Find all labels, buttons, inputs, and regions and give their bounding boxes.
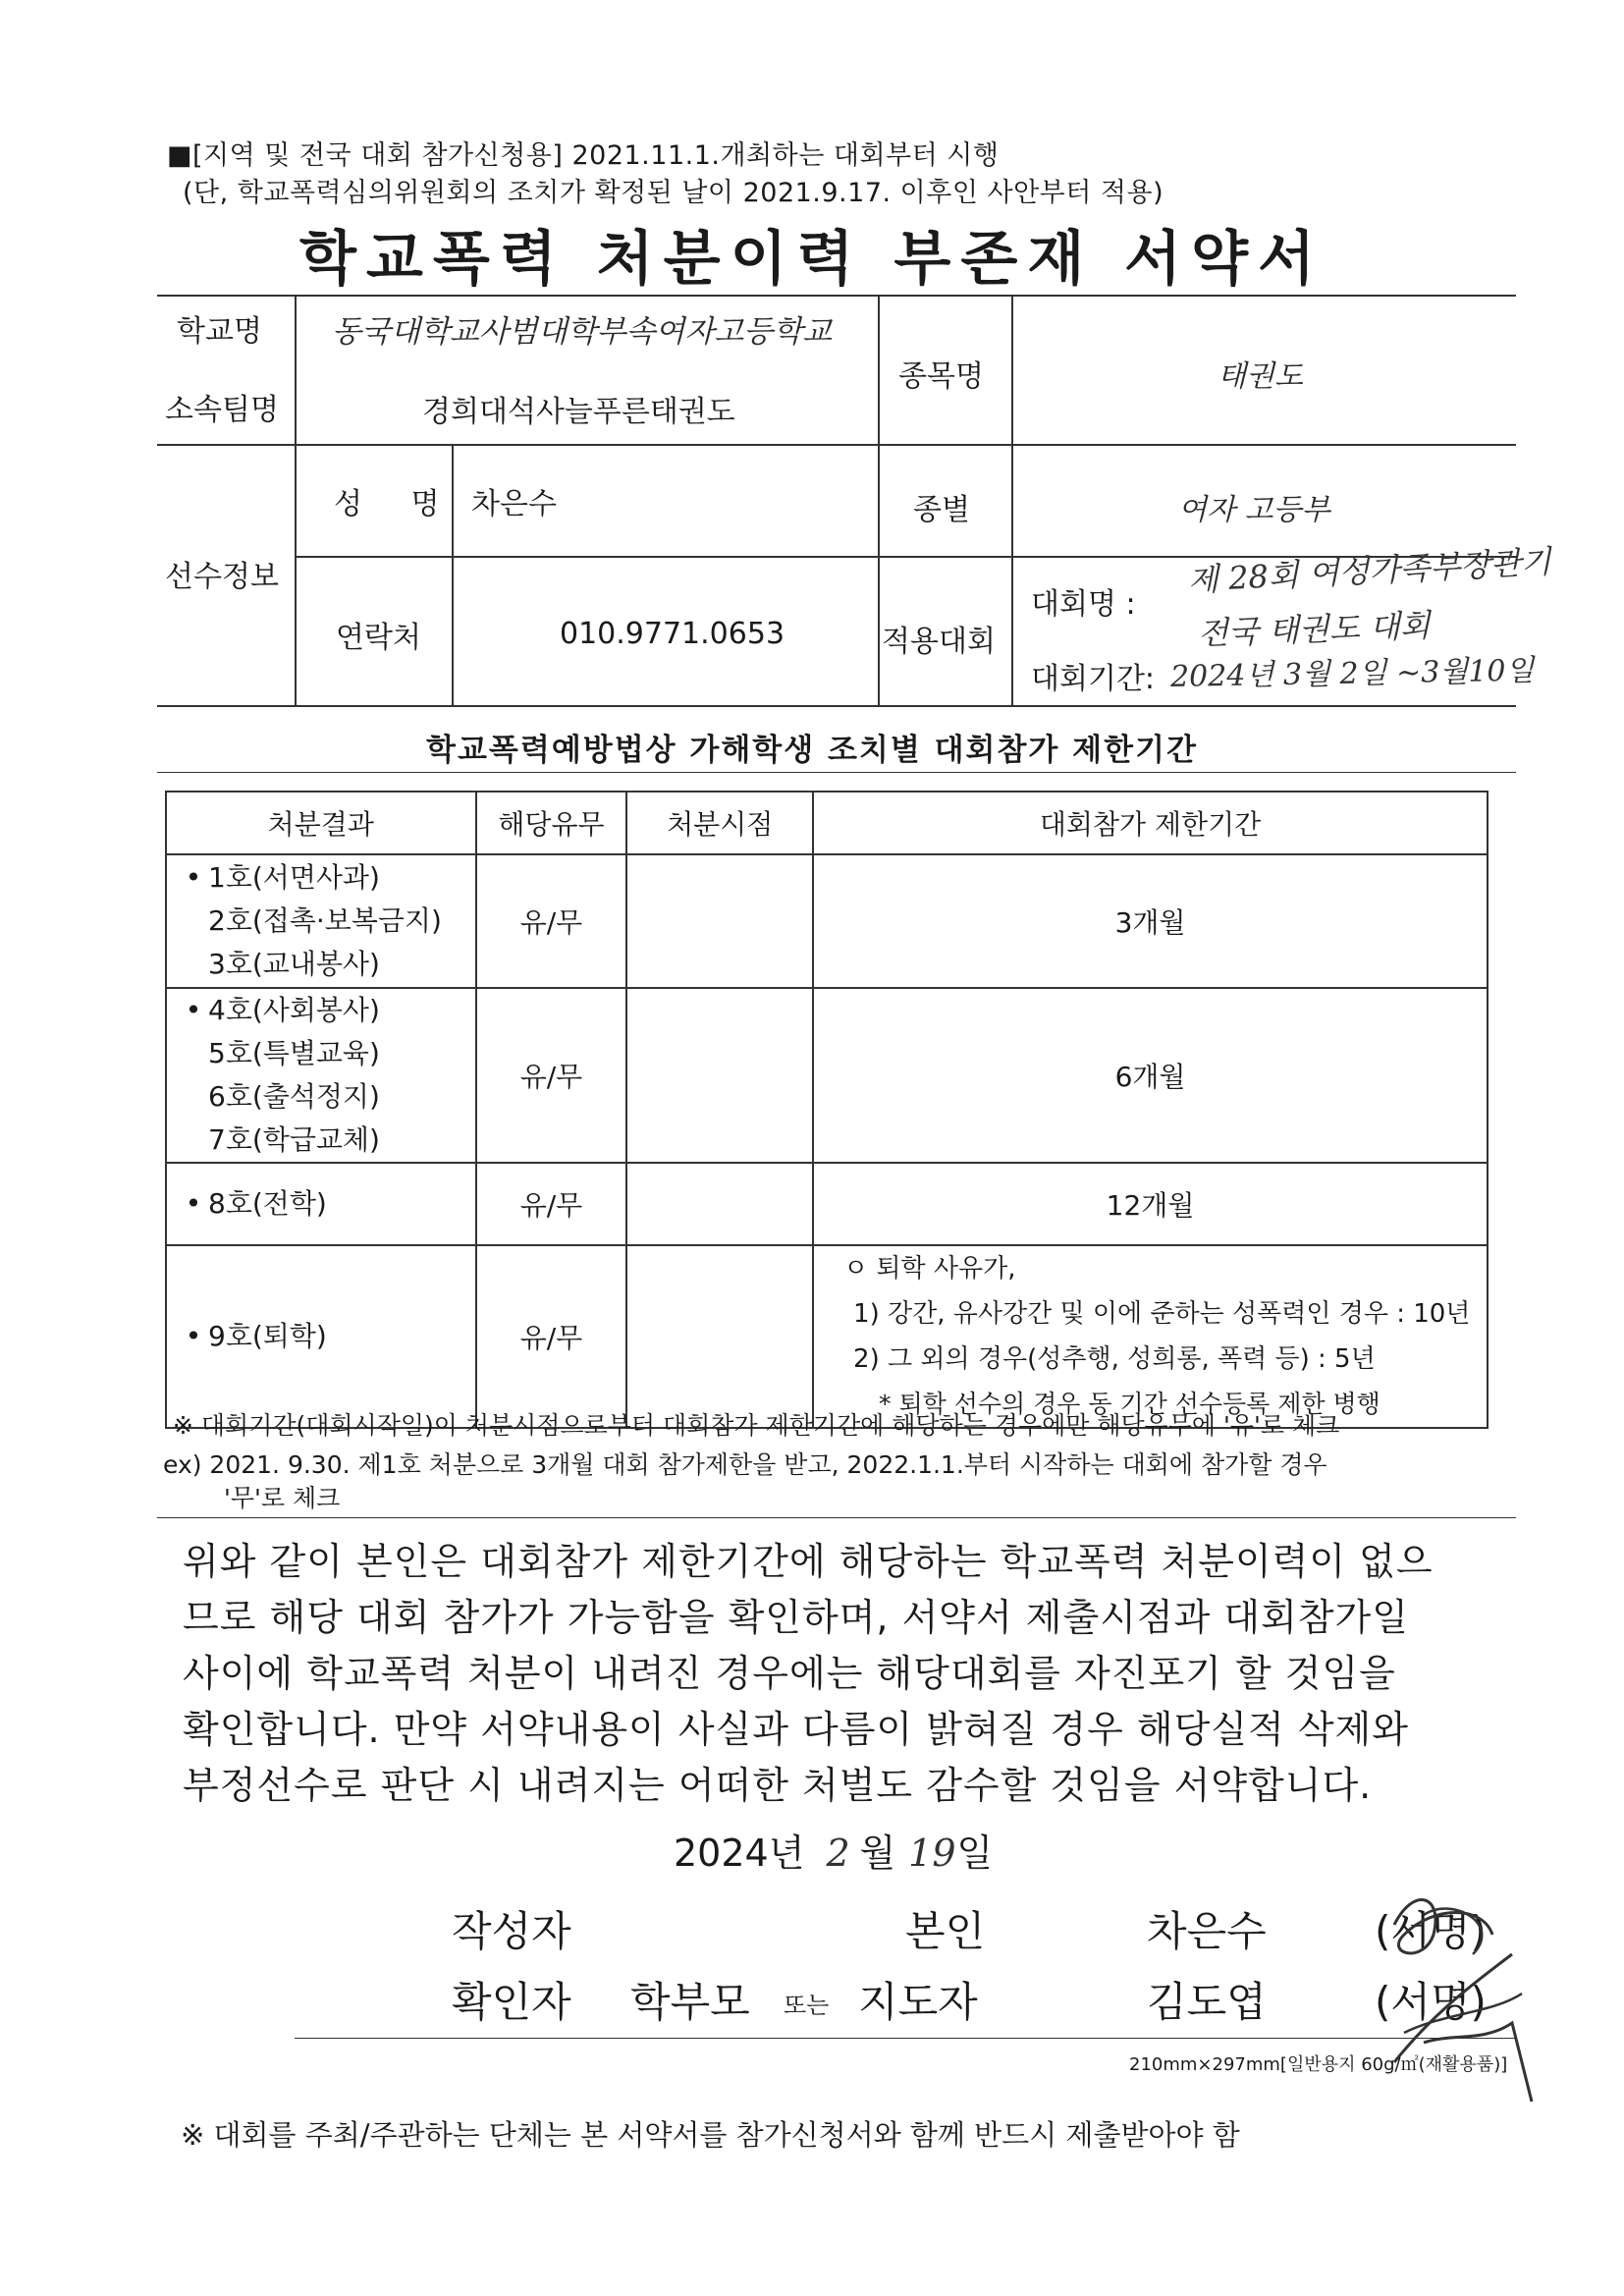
division-value: 여자 고등부 bbox=[1178, 493, 1330, 527]
time-cell bbox=[626, 988, 813, 1163]
list-item: 3호(교내봉사) bbox=[208, 948, 380, 980]
note-line1: ※ 대회기간(대회시작일)이 처분시점으로부터 대회참가 제한기간에 해당하는 경우에만 해당유무에 '유'로 체크 bbox=[173, 1411, 1340, 1440]
table-row: • 9호(퇴학) 유/무 ㅇ 퇴학 사유가, 1) 강간, 유사강간 및 이에 준하는 성폭력인 경우 : 10년 2) 그 외의 경우(성추행, 성희롱, 폭력 등) : 5년 * 퇴학 선수의 경우 동 기간 선수등록 제한 병행 bbox=[166, 1245, 1488, 1428]
comp-period-label: 대회기간: bbox=[1031, 662, 1156, 696]
check-cell: 유/무 bbox=[476, 1163, 627, 1245]
list-item: 5호(특별교육) bbox=[208, 1037, 380, 1069]
date-day-suffix: 일 bbox=[956, 1831, 994, 1875]
header-note-line1: ■[지역 및 전국 대회 참가신청용] 2021.11.1.개최하는 대회부터 시행 bbox=[167, 140, 1000, 171]
name-value: 차은수 bbox=[471, 487, 557, 521]
period-cell: 3개월 bbox=[813, 854, 1488, 988]
school-label: 학교명 bbox=[177, 314, 262, 349]
note-line2: ex) 2021. 9.30. 제1호 처분으로 3개월 대회 참가제한을 받고, 2022.1.1.부터 시작하는 대회에 참가할 경우 bbox=[163, 1450, 1327, 1479]
name-label: 성 명 bbox=[334, 487, 460, 521]
pledge-line: 확인합니다. 만약 서약내용이 사실과 다름이 밝혀질 경우 해당실적 삭제와 bbox=[183, 1708, 1409, 1751]
confirm-label: 확인자 bbox=[452, 1978, 571, 2026]
penalty-table-header-row bbox=[166, 792, 1488, 854]
paper-spec: 210mm×297mm[일반용지 60g/㎡(재활용품)] bbox=[1129, 2054, 1508, 2075]
pledge-date bbox=[674, 1823, 993, 1877]
pledge-line: 위와 같이 본인은 대회참가 제한기간에 해당하는 학교폭력 처분이력이 없으 bbox=[183, 1540, 1434, 1583]
note-line3: '무'로 체크 bbox=[224, 1484, 341, 1512]
time-cell bbox=[626, 854, 813, 988]
check-cell: 유/무 bbox=[476, 988, 627, 1163]
time-cell bbox=[626, 1163, 813, 1245]
player-info-label: 선수정보 bbox=[165, 560, 279, 594]
competition-label: 적용대회 bbox=[882, 625, 996, 659]
pledge-line: 므로 해당 대회 참가가 가능함을 확인하며, 서약서 제출시점과 대회참가일 bbox=[183, 1596, 1409, 1639]
expulsion-desc-line: 1) 강간, 유사강간 및 이에 준하는 성폭력인 경우 : 10년 bbox=[853, 1299, 1471, 1329]
pledge-paragraph bbox=[183, 1534, 1489, 1814]
expulsion-desc-line: 2) 그 외의 경우(성추행, 성희롱, 폭력 등) : 5년 bbox=[853, 1344, 1376, 1374]
header-time: 처분시점 bbox=[626, 792, 813, 854]
date-month-suffix: 월 bbox=[859, 1831, 896, 1875]
date-day: 19 bbox=[908, 1831, 956, 1875]
document-title: 학교폭력 처분이력 부존재 서약서 bbox=[298, 225, 1326, 294]
check-cell: 유/무 bbox=[476, 854, 627, 988]
comp-name-value-1: 제 28회 여성가족부장관기 bbox=[1187, 542, 1552, 599]
comp-name-label: 대회명 : bbox=[1031, 587, 1136, 622]
contact-label: 연락처 bbox=[336, 621, 421, 655]
table-row: • 4호(사회봉사) 5호(특별교육) 6호(출석정지) 7호(학급교체) 유/무 6개월 bbox=[166, 988, 1488, 1163]
school-value: 동국대학교사범대학부속여자고등학교 bbox=[332, 314, 833, 350]
sport-value: 태권도 bbox=[1218, 359, 1303, 394]
pledge-line: 부정선수로 판단 시 내려지는 어떠한 처벌도 감수할 것임을 서약합니다. bbox=[183, 1764, 1373, 1807]
period-cell: 12개월 bbox=[813, 1163, 1488, 1245]
date-year: 2024 bbox=[674, 1831, 769, 1875]
list-item: 1호(서면사과) bbox=[208, 861, 380, 894]
confirm-role-parent: 학부모 bbox=[630, 1978, 750, 2026]
confirm-or: 또는 bbox=[784, 1992, 830, 2019]
writer-name: 차은수 bbox=[1147, 1907, 1267, 1955]
penalty-table bbox=[165, 791, 1489, 1429]
division-label: 종별 bbox=[913, 493, 970, 527]
writer-role: 본인 bbox=[905, 1907, 986, 1955]
comp-period-value: 2024년 3월 2일 ~3월10일 bbox=[1169, 653, 1535, 694]
table-row: • 8호(전학) 유/무 12개월 bbox=[166, 1163, 1488, 1245]
header-result: 처분결과 bbox=[166, 792, 476, 854]
table-row: • 1호(서면사과) 2호(접촉·보복금지) 3호(교내봉사) 유/무 3개월 bbox=[166, 854, 1488, 988]
confirm-role-coach: 지도자 bbox=[858, 1978, 978, 2026]
confirm-sign-mark: (서명) bbox=[1375, 1978, 1487, 2026]
header-restriction: 대회참가 제한기간 bbox=[813, 792, 1488, 854]
date-month: 2 bbox=[826, 1831, 850, 1875]
team-value: 경희대석사늘푸른태권도 bbox=[422, 395, 735, 429]
writer-sign-mark: (서명) bbox=[1375, 1907, 1487, 1955]
list-item: 4호(사회봉사) bbox=[208, 994, 380, 1026]
header-applicable: 해당유무 bbox=[476, 792, 627, 854]
time-cell bbox=[626, 1245, 813, 1428]
list-item: 2호(접촉·보복금지) bbox=[208, 904, 442, 937]
period-cell: 6개월 bbox=[813, 988, 1488, 1163]
list-item: 7호(학급교체) bbox=[208, 1123, 380, 1156]
date-year-suffix: 년 bbox=[768, 1831, 805, 1875]
list-item: 8호(전학) bbox=[208, 1187, 327, 1220]
expulsion-desc-line: ㅇ 퇴학 사유가, bbox=[843, 1254, 1016, 1284]
confirm-name: 김도엽 bbox=[1147, 1978, 1267, 2026]
team-label: 소속팀명 bbox=[165, 393, 279, 427]
header-note-line2: (단, 학교폭력심의위원회의 조치가 확정된 날이 2021.9.17. 이후인 사안부터 적용) bbox=[183, 178, 1164, 208]
pledge-line: 사이에 학교폭력 처분이 내려진 경우에는 해당대회를 자진포기 할 것임을 bbox=[183, 1652, 1396, 1695]
writer-label: 작성자 bbox=[452, 1907, 571, 1955]
footer-note: ※ 대회를 주최/주관하는 단체는 본 서약서를 참가신청서와 함께 반드시 제출받아야 함 bbox=[181, 2118, 1240, 2152]
section-title: 학교폭력예방법상 가해학생 조치별 대회참가 제한기간 bbox=[426, 733, 1198, 768]
expulsion-desc-line: * 퇴학 선수의 경우 동 기간 선수등록 제한 병행 bbox=[879, 1390, 1380, 1418]
contact-value: 010.9771.0653 bbox=[560, 617, 785, 651]
sport-label: 종목명 bbox=[898, 359, 984, 394]
comp-name-value-2: 전국 태권도 대회 bbox=[1197, 606, 1432, 652]
list-item: 9호(퇴학) bbox=[208, 1320, 327, 1352]
check-cell: 유/무 bbox=[476, 1245, 627, 1428]
list-item: 6호(출석정지) bbox=[208, 1080, 380, 1113]
